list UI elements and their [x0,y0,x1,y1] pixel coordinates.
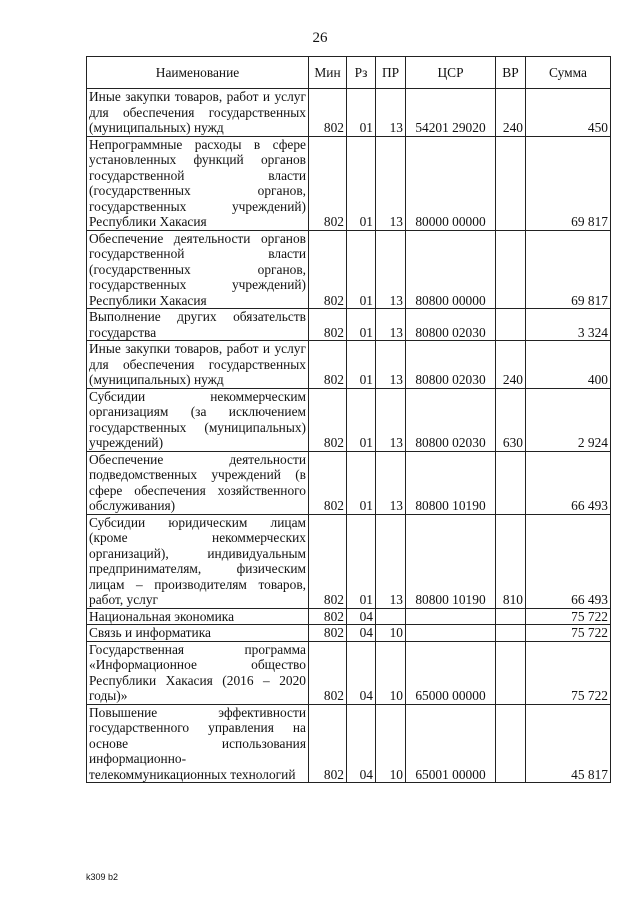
table-row [87,641,611,704]
cell-sum: 2 924 [526,388,611,451]
cell-rz: 04 [347,641,376,704]
cell-min: 802 [309,608,347,625]
budget-table [86,56,611,783]
cell-name: Непрограммные расходы в сфере установленных функций органов государственной власти (государственных органов, государственных учреждений) Республики Хакасия [87,136,309,230]
cell-csr [406,608,496,625]
header-name: Наименование [87,57,309,89]
cell-pr: 13 [376,388,406,451]
cell-pr: 13 [376,136,406,230]
cell-rz: 01 [347,309,376,341]
cell-sum: 75 722 [526,641,611,704]
cell-rz: 01 [347,136,376,230]
cell-name: Повышение эффективности государственного управления на основе использования информационно-телекоммуникационных технологий [87,704,309,783]
cell-csr: 54201 29020 [406,89,496,137]
cell-name: Национальная экономика [87,608,309,625]
table-header-row [87,57,611,89]
cell-sum: 69 817 [526,230,611,309]
cell-name: Выполнение других обязательств государства [87,309,309,341]
cell-pr: 13 [376,341,406,389]
cell-min: 802 [309,388,347,451]
cell-pr: 10 [376,625,406,642]
cell-csr: 65000 00000 [406,641,496,704]
cell-rz: 01 [347,451,376,514]
cell-vr: 630 [496,388,526,451]
cell-min: 802 [309,89,347,137]
cell-pr [376,608,406,625]
header-csr: ЦСР [406,57,496,89]
cell-rz: 01 [347,230,376,309]
page-number: 26 [312,30,328,46]
table-row [87,341,611,389]
cell-name: Государственная программа «Информационное общество Республики Хакасия (2016 – 2020 годы)» [87,641,309,704]
table-row [87,451,611,514]
cell-name: Связь и информатика [87,625,309,642]
cell-min: 802 [309,230,347,309]
cell-vr [496,451,526,514]
cell-sum: 400 [526,341,611,389]
cell-csr: 80000 00000 [406,136,496,230]
cell-min: 802 [309,341,347,389]
cell-rz: 01 [347,341,376,389]
cell-pr: 13 [376,451,406,514]
cell-vr [496,309,526,341]
cell-min: 802 [309,136,347,230]
cell-name: Обеспечение деятельности подведомственных учреждений (в сфере обеспечения хозяйственного обслуживания) [87,451,309,514]
cell-sum: 450 [526,89,611,137]
table-row [87,608,611,625]
cell-vr: 240 [496,89,526,137]
cell-rz: 04 [347,704,376,783]
cell-rz: 04 [347,608,376,625]
cell-min: 802 [309,514,347,608]
header-pr: ПР [376,57,406,89]
cell-name: Иные закупки товаров, работ и услуг для обеспечения государственных (муниципальных) нужд [87,89,309,137]
cell-rz: 01 [347,388,376,451]
cell-vr [496,704,526,783]
cell-vr: 240 [496,341,526,389]
cell-pr: 13 [376,230,406,309]
cell-min: 802 [309,641,347,704]
cell-min: 802 [309,704,347,783]
table-row [87,230,611,309]
cell-csr: 80800 00000 [406,230,496,309]
cell-vr [496,625,526,642]
cell-pr: 13 [376,309,406,341]
cell-name: Обеспечение деятельности органов государственной власти (государственных органов, государственных учреждений) Республики Хакасия [87,230,309,309]
cell-pr: 10 [376,704,406,783]
cell-min: 802 [309,625,347,642]
cell-csr: 80800 02030 [406,309,496,341]
cell-name: Субсидии некоммерческим организациям (за исключением государственных (муниципальных) учреждений) [87,388,309,451]
cell-csr: 80800 10190 [406,514,496,608]
cell-vr [496,136,526,230]
cell-name: Иные закупки товаров, работ и услуг для обеспечения государственных (муниципальных) нужд [87,341,309,389]
cell-sum: 75 722 [526,625,611,642]
header-sum: Сумма [526,57,611,89]
footer-code: k309 b2 [86,872,119,882]
cell-csr: 80800 10190 [406,451,496,514]
cell-sum: 75 722 [526,608,611,625]
cell-csr [406,625,496,642]
cell-vr [496,608,526,625]
cell-sum: 3 324 [526,309,611,341]
table-row [87,514,611,608]
header-min: Мин [309,57,347,89]
table-row [87,625,611,642]
cell-rz: 04 [347,625,376,642]
cell-vr: 810 [496,514,526,608]
header-vr: ВР [496,57,526,89]
cell-rz: 01 [347,514,376,608]
cell-vr [496,230,526,309]
cell-min: 802 [309,309,347,341]
table-row [87,704,611,783]
cell-min: 802 [309,451,347,514]
cell-vr [496,641,526,704]
cell-csr: 80800 02030 [406,388,496,451]
cell-sum: 66 493 [526,514,611,608]
table-row [87,136,611,230]
cell-sum: 69 817 [526,136,611,230]
cell-sum: 45 817 [526,704,611,783]
table-row [87,309,611,341]
cell-sum: 66 493 [526,451,611,514]
header-rz: Рз [347,57,376,89]
cell-csr: 65001 00000 [406,704,496,783]
cell-pr: 13 [376,89,406,137]
cell-pr: 13 [376,514,406,608]
table-row [87,89,611,137]
cell-name: Субсидии юридическим лицам (кроме некоммерческих организаций), индивидуальным предпринимателям, физическим лицам – производителям товаров, работ, услуг [87,514,309,608]
cell-rz: 01 [347,89,376,137]
cell-csr: 80800 02030 [406,341,496,389]
table-row [87,388,611,451]
cell-pr: 10 [376,641,406,704]
